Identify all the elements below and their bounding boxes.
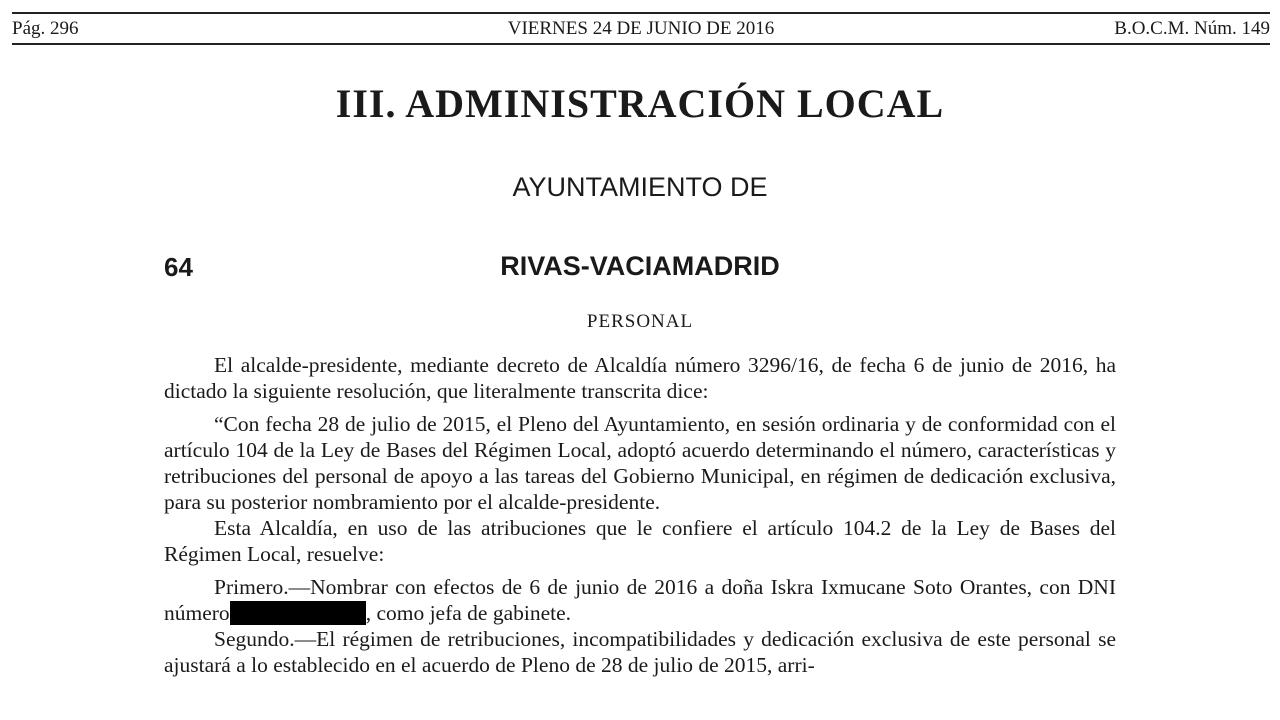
paragraph-first-end: , como jefa de gabinete. — [365, 601, 572, 625]
entity-heading: AYUNTAMIENTO DE — [512, 172, 768, 202]
municipality-heading: RIVAS-VACIAMADRID — [500, 251, 780, 281]
redacted-dni-block — [230, 601, 366, 625]
subject-heading: PERSONAL — [586, 311, 694, 332]
section-title: III. ADMINISTRACIÓN LOCAL — [335, 81, 945, 126]
announcement-number: 64 — [164, 252, 193, 282]
paragraph-plenary: “Con fecha 28 de julio de 2015, el Pleno del Ayuntamiento, en sesión ordinaria y de conformidad con el artículo 104 de la Ley de Bases del Régimen Local, adoptó acuerdo determinando el número, características y retribuciones del personal de apoyo a las tareas del Gobierno Municipal, en régimen de dedicación exclusiva, para su posterior nombramiento por el alcalde-presidente. — [164, 412, 1116, 514]
paragraph-decree: El alcalde-presidente, mediante decreto de Alcaldía número 3296/16, de fecha 6 de junio de 2016, ha dictado la siguiente resolución, que literalmente transcrita dice: — [164, 353, 1116, 403]
page-header — [12, 12, 1270, 45]
issue-date: VIERNES 24 DE JUNIO DE 2016 — [507, 18, 775, 39]
document-body — [164, 352, 1116, 685]
paragraph-first-text: Primero.—Nombrar con efectos de 6 de junio de 2016 a doña Iskra Ixmucane Soto Orantes, con DNI número — [164, 575, 1116, 625]
paragraph-resolution: Esta Alcaldía, en uso de las atribuciones que le confiere el artículo 104.2 de la Ley de Bases del Régimen Local, resuelve: — [164, 516, 1116, 566]
page-number: Pág. 296 — [12, 18, 79, 39]
paragraph-second: Segundo.—El régimen de retribuciones, incompatibilidades y dedicación exclusiva de este personal se ajustará a lo establecido en el acuerdo de Pleno de 28 de julio de 2015, arri- — [164, 627, 1116, 677]
bulletin-issue-number: B.O.C.M. Núm. 149 — [1114, 18, 1270, 39]
paragraph-first — [164, 574, 1116, 626]
